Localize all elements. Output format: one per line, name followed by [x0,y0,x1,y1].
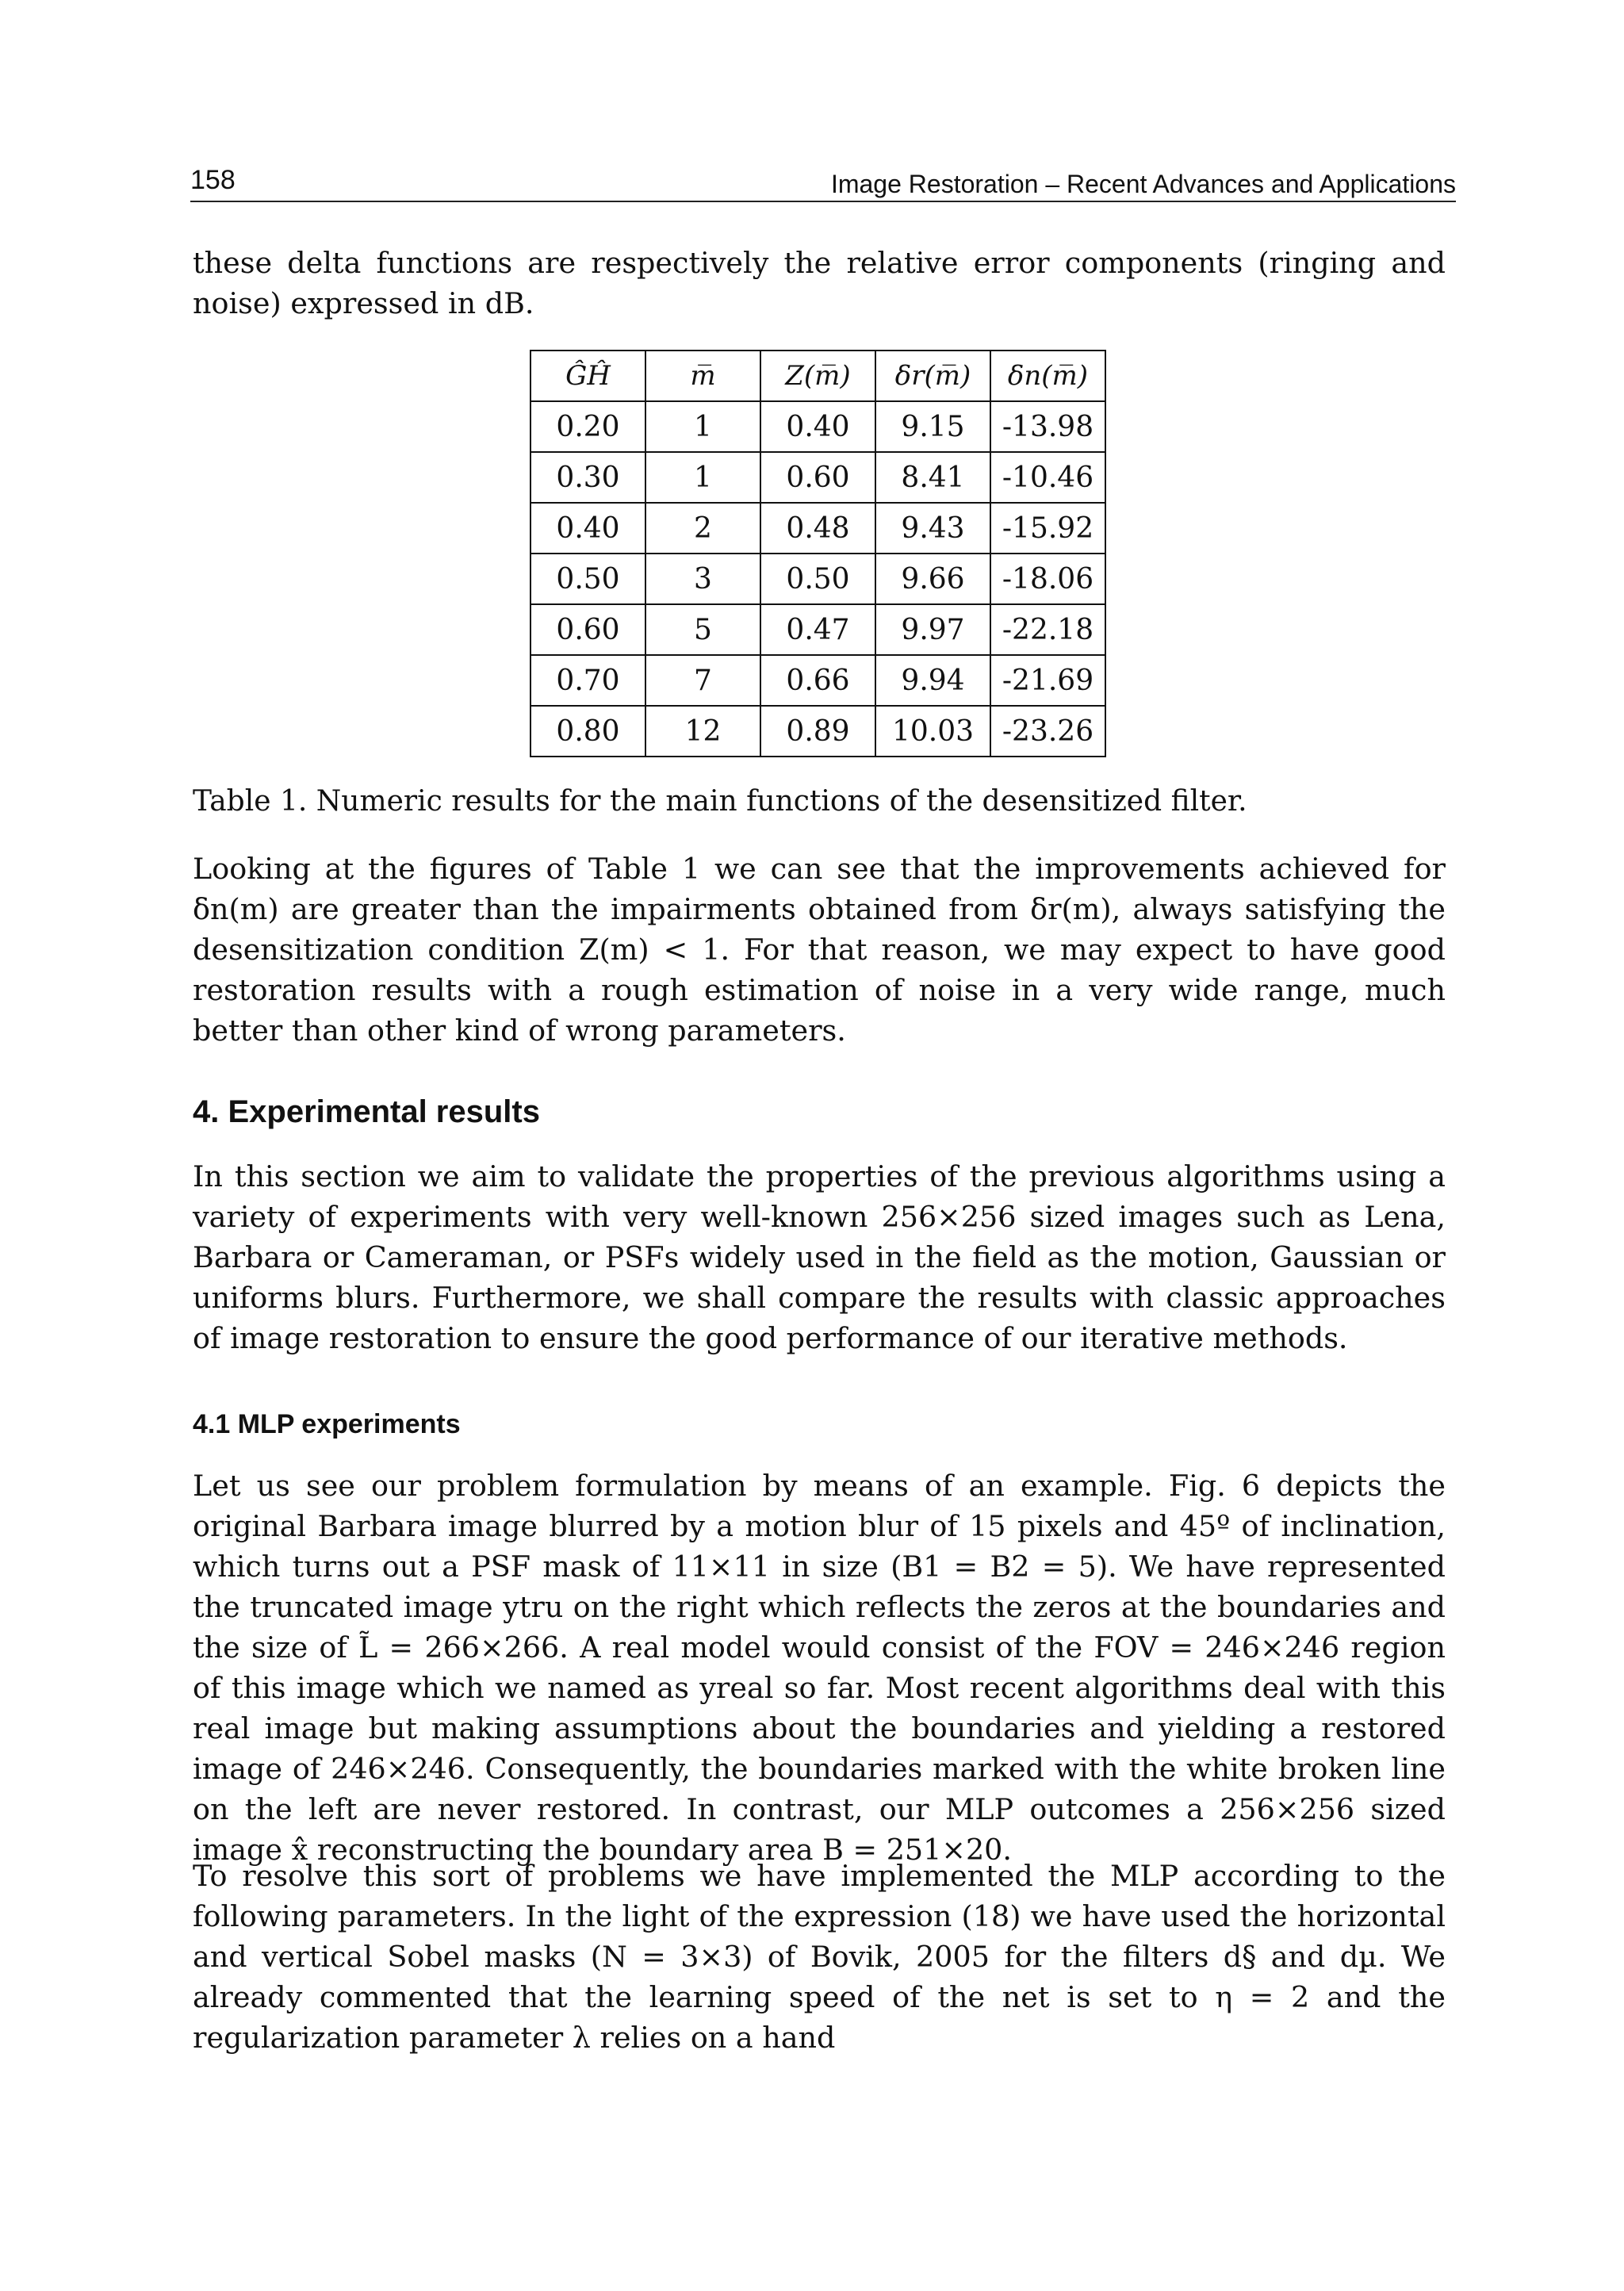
cell-m: 3 [645,554,760,604]
cell-z: 0.47 [760,604,875,655]
cell-delta-n: -23.26 [990,706,1105,757]
table-caption: Table 1. Numeric results for the main functions of the desensitized filter. [193,785,1247,818]
page-number: 158 [190,165,236,195]
header-delta-r: δr(m̅) [875,351,990,401]
header-z: Z(m̅) [760,351,875,401]
results-table [530,350,1106,757]
analysis-paragraph: Looking at the figures of Table 1 we can see that the improvements achieved for δn(m) are greater than the impairments obtained from δr(m), always satisfying the desensitization condition Z(m) < 1. For that reason, we may expect to have good restoration results with a rough estimation of noise in a very wide range, much better than other kind of wrong parameters. [193,852,1446,1048]
table-row [530,452,1105,503]
cell-delta-r: 9.94 [875,655,990,706]
cell-m: 5 [645,604,760,655]
table-row [530,554,1105,604]
cell-gh: 0.30 [530,452,645,503]
cell-delta-n: -15.92 [990,503,1105,554]
cell-delta-r: 10.03 [875,706,990,757]
header-delta-n: δn(m̅) [990,351,1105,401]
mlp-paragraph-1: Let us see our problem formulation by means of an example. Fig. 6 depicts the original Barbara image blurred by a motion blur of 15 pixels and 45º of inclination, which turns out a PSF mask of 11×11 in size (B1 = B2 = 5). We have represented the truncated image ytru on the right which reflects the zeros at the boundaries and the size of L̃ = 266×266. A real model would consist of the FOV = 246×246 region of this image which we named as yreal so far. Most recent algorithms deal with this real image but making assumptions about the boundaries and yielding a restored image of 246×246. Consequently, the boundaries marked with the white broken line on the left are never restored. In contrast, our MLP outcomes a 256×256 sized image x̂ reconstructing the boundary area B = 251×20. [193,1469,1446,1867]
table-row [530,503,1105,554]
cell-gh: 0.60 [530,604,645,655]
section-paragraph: In this section we aim to validate the properties of the previous algorithms using a variety of experiments with very well-known 256×256 sized images such as Lena, Barbara or Cameraman, or PSFs widely used in the field as the motion, Gaussian or uniforms blurs. Furthermore, we shall compare the results with classic approaches of image restoration to ensure the good performance of our iterative methods. [193,1159,1446,1355]
header-m: m̅ [645,351,760,401]
cell-delta-r: 8.41 [875,452,990,503]
cell-delta-n: -22.18 [990,604,1105,655]
cell-delta-n: -13.98 [990,401,1105,452]
cell-gh: 0.50 [530,554,645,604]
running-title: Image Restoration – Recent Advances and Applications [830,170,1456,198]
intro-paragraph: these delta functions are respectively the relative error components (ringing and noise) expressed in dB. [193,246,1446,320]
page-header [190,163,1456,202]
cell-delta-r: 9.43 [875,503,990,554]
cell-z: 0.48 [760,503,875,554]
cell-gh: 0.70 [530,655,645,706]
cell-m: 12 [645,706,760,757]
cell-z: 0.89 [760,706,875,757]
cell-gh: 0.80 [530,706,645,757]
table-header-row [530,351,1105,401]
subsection-heading: 4.1 MLP experiments [193,1409,461,1439]
cell-m: 1 [645,401,760,452]
cell-delta-r: 9.97 [875,604,990,655]
cell-delta-n: -21.69 [990,655,1105,706]
cell-m: 1 [645,452,760,503]
header-gh: ĜĤ [530,351,645,401]
table-row [530,604,1105,655]
section-heading: 4. Experimental results [193,1094,540,1129]
table-row [530,401,1105,452]
mlp-paragraph-2: To resolve this sort of problems we have implemented the MLP according to the following parameters. In the light of the expression (18) we have used the horizontal and vertical Sobel masks (N = 3×3) of Bovik, 2005 for the filters d§ and dµ. We already commented that the learning speed of the net is set to η = 2 and the regularization parameter λ relies on a hand [193,1859,1446,2055]
cell-delta-n: -10.46 [990,452,1105,503]
cell-z: 0.40 [760,401,875,452]
cell-delta-r: 9.66 [875,554,990,604]
cell-z: 0.66 [760,655,875,706]
cell-m: 2 [645,503,760,554]
table-row [530,706,1105,757]
cell-z: 0.50 [760,554,875,604]
cell-delta-r: 9.15 [875,401,990,452]
cell-z: 0.60 [760,452,875,503]
table-row [530,655,1105,706]
cell-gh: 0.40 [530,503,645,554]
cell-gh: 0.20 [530,401,645,452]
cell-m: 7 [645,655,760,706]
cell-delta-n: -18.06 [990,554,1105,604]
